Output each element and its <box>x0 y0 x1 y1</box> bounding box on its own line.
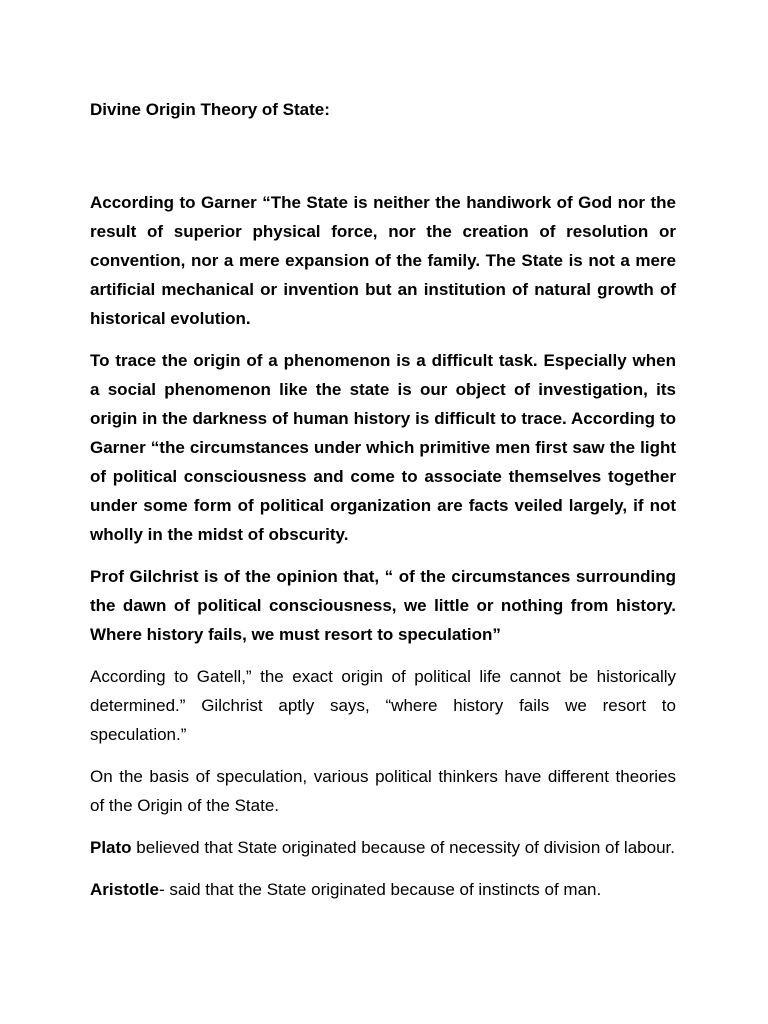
paragraph-plato <box>90 833 676 862</box>
plato-name: Plato <box>90 838 132 857</box>
aristotle-text: - said that the State originated because of instincts of man. <box>158 880 602 899</box>
paragraph-gatell: According to Gatell,” the exact origin of political life cannot be historically determined.” Gilchrist aptly says, “where history fails we resort to speculation.” <box>90 667 676 744</box>
paragraph-aristotle <box>90 875 676 904</box>
paragraph-garner-quote: According to Garner “The State is neither the handiwork of God nor the result of superior physical force, nor the creation of resolution or convention, nor a mere expansion of the family. The State is not a mere artificial mechanical or invention but an institution of natural growth of historical evolution. <box>90 193 676 328</box>
document-title: Divine Origin Theory of State: <box>90 100 330 119</box>
plato-text: believed that State originated because of necessity of division of labour. <box>131 838 675 857</box>
paragraph-gilchrist-opinion: Prof Gilchrist is of the opinion that, “ of the circumstances surrounding the dawn of political consciousness, we little or nothing from history. Where history fails, we must resort to speculation” <box>90 567 676 644</box>
document-page <box>90 95 676 917</box>
paragraph-origin-difficulty: To trace the origin of a phenomenon is a difficult task. Especially when a social phenomenon like the state is our object of investigation, its origin in the darkness of human history is difficult to trace. According to Garner “the circumstances under which primitive men first saw the light of political consciousness and come to associate themselves together under some form of political organization are facts veiled largely, if not wholly in the midst of obscurity. <box>90 351 676 544</box>
aristotle-name: Aristotle <box>90 880 159 899</box>
paragraph-speculation: On the basis of speculation, various political thinkers have different theories of the Origin of the State. <box>90 767 676 815</box>
